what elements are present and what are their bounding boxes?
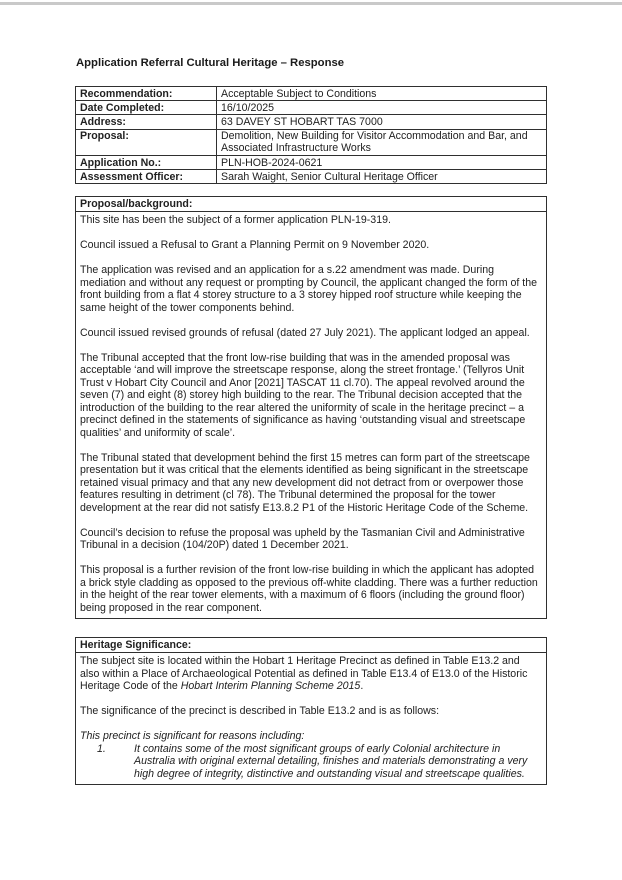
document-page	[75, 57, 547, 785]
table-row	[76, 170, 547, 184]
paragraph: This proposal is a further revision of the front low-rise building in which the applicant has adopted a brick style cladding as opposed to the previous off-white cladding. There was a further reduction in the height of the rear tower elements, with a maximum of 6 floors (including the ground floor) being proposed in the rear component.	[80, 564, 538, 614]
row-label: Recommendation:	[76, 87, 217, 101]
paragraph: This precinct is significant for reasons including:	[80, 730, 305, 743]
paragraph: Council issued revised grounds of refusal (dated 27 July 2021). The applicant lodged an appeal.	[80, 326, 530, 339]
page-top-edge	[0, 2, 622, 5]
paragraph: The significance of the precinct is described in Table E13.2 and is as follows:	[80, 705, 440, 718]
table-row	[76, 115, 547, 129]
section-heritage-significance	[75, 637, 547, 785]
numbered-list-item	[80, 743, 542, 781]
section-body-proposal-background	[76, 212, 546, 618]
row-label: Date Completed:	[76, 101, 217, 115]
row-label: Address:	[76, 115, 217, 129]
row-label: Proposal:	[76, 129, 217, 155]
paragraph: The Tribunal accepted that the front low-rise building that was in the amended proposal was acceptable ‘and will improve the streetscape response, along the street frontage.’ (Tellyros Unit Trust v Hobart City Council and Anor [2021] TASCAT 11 cl.70). The appeal revolved around the seven (7) and eight (8) storey high building to the rear. The Tribunal decision accepted that the introduction of the building to the rear altered the uniformity of scale in the heritage precinct – a precinct defined in the statements of significance as having ‘outstanding visual and streetscape qualities’ and uniformity of scale’.	[80, 351, 526, 439]
row-label: Assessment Officer:	[76, 170, 217, 184]
row-value: 63 DAVEY ST HOBART TAS 7000	[217, 115, 547, 129]
section-body-heritage-significance	[76, 653, 546, 784]
row-value: Acceptable Subject to Conditions	[217, 87, 547, 101]
row-value: Sarah Waight, Senior Cultural Heritage Officer	[217, 170, 547, 184]
row-value: Demolition, New Building for Visitor Accommodation and Bar, and Associated Infrastructure Works	[217, 129, 547, 155]
row-value: 16/10/2025	[217, 101, 547, 115]
application-summary-table	[75, 86, 547, 184]
table-row	[76, 129, 547, 155]
document-title: Application Referral Cultural Heritage – Response	[76, 57, 345, 69]
table-row	[76, 156, 547, 170]
row-label: Application No.:	[76, 156, 217, 170]
paragraph: The application was revised and an application for a s.22 amendment was made. During mediation and without any request or prompting by Council, the applicant changed the form of the front building from a flat 4 storey structure to a 3 storey hipped roof structure while keeping the same height of the tower components behind.	[80, 264, 537, 314]
section-heading-proposal-background: Proposal/background:	[76, 197, 546, 212]
section-proposal-background	[75, 196, 547, 619]
list-number: 1.	[97, 742, 106, 755]
paragraph: The subject site is located within the Hobart 1 Heritage Precinct as defined in Table E13.2 and also within a Place of Archaeological Potential as defined in Table E13.4 of E13.0 of the Historic Heritage Code of the Hobart Interim Planning Scheme 2015.	[80, 655, 528, 693]
table-row	[76, 101, 547, 115]
paragraph: The Tribunal stated that development behind the first 15 metres can form part of the streetscape presentation but it was critical that the elements identified as being significant in the streetscape retained visual primacy and that any new development did not detract from or overpower those features resulting in detriment (cl 78). The Tribunal determined the proposal for the tower development at the rear did not satisfy E13.8.2 P1 of the Historic Heritage Code of the Scheme.	[80, 451, 530, 514]
table-row	[76, 87, 547, 101]
list-text: It contains some of the most significant groups of early Colonial architecture in Australia with original external detailing, finishes and materials demonstrating a very high degree of integrity, distinctive and outstanding visual and streetscape qualities.	[134, 742, 528, 780]
paragraph: Council’s decision to refuse the proposal was upheld by the Tasmanian Civil and Administrative Tribunal in a decision (104/20P) dated 1 December 2021.	[80, 526, 525, 552]
section-heading-heritage-significance: Heritage Significance:	[76, 638, 546, 653]
row-value: PLN-HOB-2024-0621	[217, 156, 547, 170]
paragraph: Council issued a Refusal to Grant a Planning Permit on 9 November 2020.	[80, 239, 430, 252]
paragraph: This site has been the subject of a former application PLN-19-319.	[80, 214, 391, 227]
